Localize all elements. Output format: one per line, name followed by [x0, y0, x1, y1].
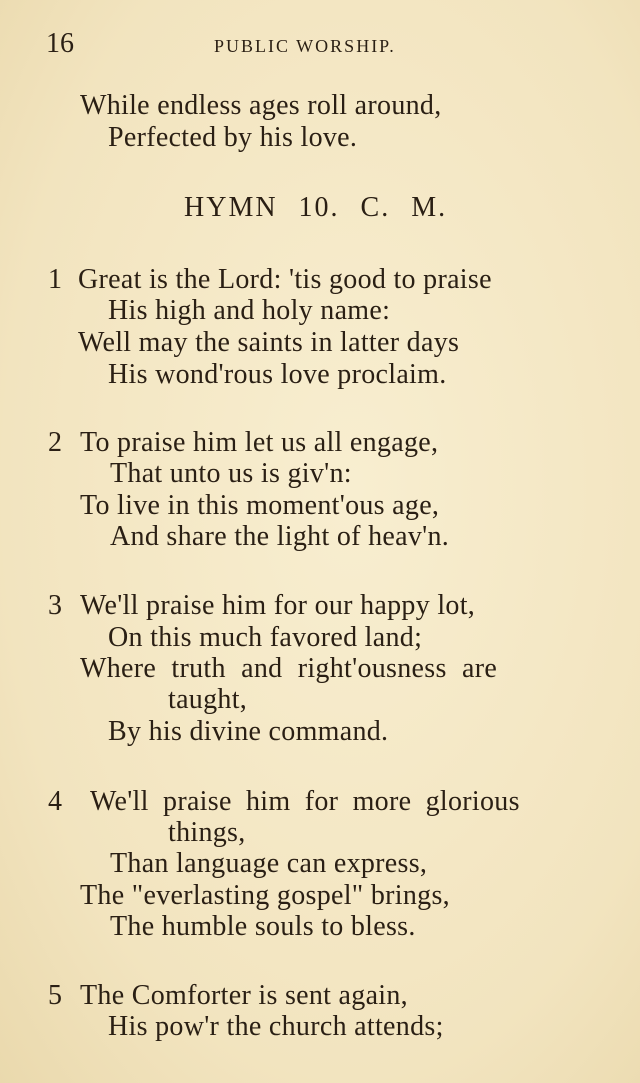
- verse-line: things,: [168, 817, 246, 848]
- verse-line: By his divine command.: [108, 716, 389, 747]
- verse-number: 2: [48, 427, 62, 458]
- verse-line: The humble souls to bless.: [110, 911, 416, 942]
- verse-line: taught,: [168, 684, 248, 715]
- verse-line: We'll praise him for more glorious: [90, 786, 520, 817]
- verse-number: 3: [48, 590, 62, 621]
- running-head: PUBLIC WORSHIP.: [214, 36, 396, 56]
- verse-line: To live in this moment'ous age,: [80, 490, 440, 521]
- verse-number: 5: [48, 980, 62, 1011]
- hymn-title: HYMN 10. C. M.: [184, 192, 448, 223]
- verse-line: Well may the saints in latter days: [78, 327, 460, 358]
- verse-line: The "everlasting gospel" brings,: [80, 880, 450, 911]
- verse-line: Than language can express,: [110, 848, 428, 879]
- verse-line: His wond'rous love proclaim.: [108, 359, 447, 390]
- page-number: 16: [46, 28, 74, 59]
- continuation-line: While endless ages roll around,: [80, 90, 442, 121]
- verse-line: His high and holy name:: [108, 295, 391, 326]
- verse-line: And share the light of heav'n.: [110, 521, 450, 552]
- verse-line: On this much favored land;: [108, 622, 423, 653]
- verse-line: His pow'r the church attends;: [108, 1011, 444, 1042]
- verse-number: 4: [48, 786, 62, 817]
- verse-line: To praise him let us all engage,: [80, 427, 439, 458]
- continuation-line: Perfected by his love.: [108, 122, 358, 153]
- verse-line: We'll praise him for our happy lot,: [80, 590, 476, 621]
- verse-line: Where truth and right'ousness are: [80, 653, 498, 684]
- verse-line: The Comforter is sent again,: [80, 980, 408, 1011]
- verse-number: 1: [48, 264, 62, 295]
- verse-line: Great is the Lord: 'tis good to praise: [78, 264, 492, 295]
- verse-line: That unto us is giv'n:: [110, 458, 352, 489]
- page-header: [0, 28, 640, 68]
